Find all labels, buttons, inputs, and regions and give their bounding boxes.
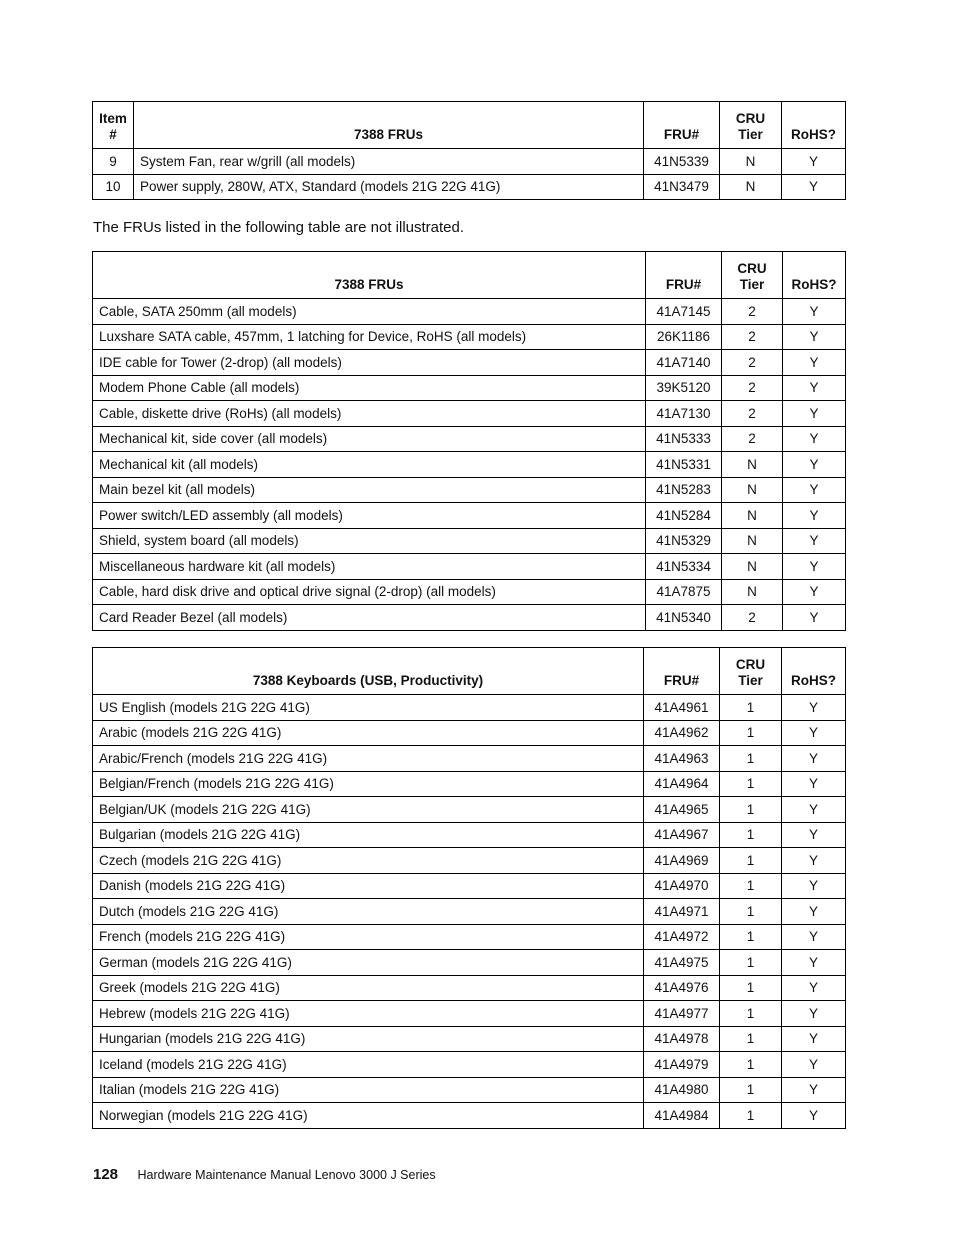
cell-fru-number: 41N5340 [646, 605, 722, 631]
table-row [93, 848, 846, 874]
cell-cru-tier: N [720, 174, 782, 200]
cell-cru-tier: N [722, 528, 783, 554]
not-illustrated-fru-table [92, 251, 846, 631]
cell-cru-tier: 1 [720, 822, 782, 848]
table-header-row [93, 648, 846, 695]
table-body [93, 695, 846, 1129]
cell-cru-tier: 2 [722, 401, 783, 427]
page-number: 128 [93, 1166, 119, 1183]
cell-description: Arabic/French (models 21G 22G 41G) [93, 746, 644, 772]
cell-rohs: Y [783, 426, 846, 452]
cell-rohs: Y [782, 1103, 846, 1129]
table-row [93, 924, 846, 950]
cell-cru-tier: 1 [720, 797, 782, 823]
table-body [93, 149, 846, 200]
cell-fru-number: 41A4980 [644, 1077, 720, 1103]
cell-cru-tier: 1 [720, 1026, 782, 1052]
cell-description: Hungarian (models 21G 22G 41G) [93, 1026, 644, 1052]
table-row [93, 477, 846, 503]
table-row [93, 873, 846, 899]
cell-rohs: Y [782, 1077, 846, 1103]
intro-text: The FRUs listed in the following table are not illustrated. [93, 219, 465, 236]
cell-rohs: Y [783, 299, 846, 325]
cell-rohs: Y [782, 1052, 846, 1078]
cell-description: Cable, diskette drive (RoHs) (all models) [93, 401, 646, 427]
cell-rohs: Y [783, 375, 846, 401]
cell-rohs: Y [783, 350, 846, 376]
table-row [93, 149, 846, 175]
header-rohs: RoHS? [782, 102, 846, 149]
cell-fru-number: 41N3479 [644, 174, 720, 200]
table-row [93, 746, 846, 772]
cell-fru-number: 41A4962 [644, 720, 720, 746]
table-row [93, 822, 846, 848]
table-row [93, 1052, 846, 1078]
cell-description: Hebrew (models 21G 22G 41G) [93, 1001, 644, 1027]
table-row [93, 375, 846, 401]
cell-fru-number: 41N5329 [646, 528, 722, 554]
cell-fru-number: 41A4976 [644, 975, 720, 1001]
cell-fru-number: 26K1186 [646, 324, 722, 350]
table-row [93, 452, 846, 478]
cell-cru-tier: N [722, 503, 783, 529]
header-item-number: Item # [93, 102, 134, 149]
table-row [93, 503, 846, 529]
header-fru-number: FRU# [646, 252, 722, 299]
cell-fru-number: 41A7875 [646, 579, 722, 605]
table-row [93, 324, 846, 350]
cell-rohs: Y [782, 899, 846, 925]
cell-fru-number: 41A4971 [644, 899, 720, 925]
cell-fru-number: 41N5333 [646, 426, 722, 452]
cell-fru-number: 41A4967 [644, 822, 720, 848]
cell-rohs: Y [783, 528, 846, 554]
cell-description: Card Reader Bezel (all models) [93, 605, 646, 631]
table-row [93, 605, 846, 631]
cell-fru-number: 41A4961 [644, 695, 720, 721]
cell-fru-number: 41A7140 [646, 350, 722, 376]
keyboards-fru-table [92, 647, 846, 1129]
cell-description: Belgian/French (models 21G 22G 41G) [93, 771, 644, 797]
cell-rohs: Y [782, 975, 846, 1001]
cell-cru-tier: 1 [720, 899, 782, 925]
cell-fru-number: 41A4984 [644, 1103, 720, 1129]
cell-fru-number: 41N5334 [646, 554, 722, 580]
cell-cru-tier: 1 [720, 720, 782, 746]
cell-rohs: Y [783, 401, 846, 427]
table-row [93, 579, 846, 605]
cell-fru-number: 41A4977 [644, 1001, 720, 1027]
item-fru-table [92, 101, 846, 200]
cell-description: Power supply, 280W, ATX, Standard (models 21G 22G 41G) [134, 174, 644, 200]
cell-description: Iceland (models 21G 22G 41G) [93, 1052, 644, 1078]
cell-description: Mechanical kit (all models) [93, 452, 646, 478]
header-fru-number: FRU# [644, 102, 720, 149]
cell-description: Luxshare SATA cable, 457mm, 1 latching for Device, RoHS (all models) [93, 324, 646, 350]
cell-fru-number: 41N5283 [646, 477, 722, 503]
table-row [93, 554, 846, 580]
cell-cru-tier: N [722, 579, 783, 605]
cell-rohs: Y [782, 924, 846, 950]
cell-cru-tier: 1 [720, 950, 782, 976]
cell-description: Italian (models 21G 22G 41G) [93, 1077, 644, 1103]
cell-cru-tier: 1 [720, 1103, 782, 1129]
header-keyboards: 7388 Keyboards (USB, Productivity) [93, 648, 644, 695]
cell-cru-tier: N [722, 452, 783, 478]
cell-rohs: Y [782, 873, 846, 899]
cell-item-number: 10 [93, 174, 134, 200]
cell-cru-tier: 2 [722, 426, 783, 452]
cell-description: IDE cable for Tower (2-drop) (all models) [93, 350, 646, 376]
cell-rohs: Y [782, 1026, 846, 1052]
cell-cru-tier: 1 [720, 1052, 782, 1078]
cell-fru-number: 41A4975 [644, 950, 720, 976]
header-frus: 7388 FRUs [134, 102, 644, 149]
cell-description: Cable, SATA 250mm (all models) [93, 299, 646, 325]
cell-cru-tier: 1 [720, 695, 782, 721]
cell-rohs: Y [783, 554, 846, 580]
cell-cru-tier: 1 [720, 848, 782, 874]
cell-fru-number: 41N5331 [646, 452, 722, 478]
cell-rohs: Y [782, 720, 846, 746]
cell-description: Bulgarian (models 21G 22G 41G) [93, 822, 644, 848]
cell-description: Cable, hard disk drive and optical drive signal (2-drop) (all models) [93, 579, 646, 605]
cell-fru-number: 41N5339 [644, 149, 720, 175]
cell-description: System Fan, rear w/grill (all models) [134, 149, 644, 175]
cell-fru-number: 41A4964 [644, 771, 720, 797]
cell-description: Norwegian (models 21G 22G 41G) [93, 1103, 644, 1129]
cell-description: French (models 21G 22G 41G) [93, 924, 644, 950]
cell-cru-tier: 2 [722, 324, 783, 350]
header-cru-tier: CRU Tier [720, 102, 782, 149]
cell-description: Czech (models 21G 22G 41G) [93, 848, 644, 874]
cell-rohs: Y [782, 822, 846, 848]
cell-rohs: Y [782, 174, 846, 200]
cell-cru-tier: N [722, 477, 783, 503]
cell-description: Main bezel kit (all models) [93, 477, 646, 503]
cell-cru-tier: 1 [720, 771, 782, 797]
cell-description: Danish (models 21G 22G 41G) [93, 873, 644, 899]
cell-cru-tier: 1 [720, 1077, 782, 1103]
cell-fru-number: 41A4970 [644, 873, 720, 899]
table-row [93, 1077, 846, 1103]
cell-description: Shield, system board (all models) [93, 528, 646, 554]
cell-fru-number: 41N5284 [646, 503, 722, 529]
table-row [93, 528, 846, 554]
cell-cru-tier: 1 [720, 1001, 782, 1027]
cell-cru-tier: 2 [722, 299, 783, 325]
cell-cru-tier: N [720, 149, 782, 175]
cell-fru-number: 41A7130 [646, 401, 722, 427]
table-row [93, 950, 846, 976]
cell-rohs: Y [782, 746, 846, 772]
table-row [93, 299, 846, 325]
header-frus: 7388 FRUs [93, 252, 646, 299]
cell-fru-number: 41A4963 [644, 746, 720, 772]
cell-fru-number: 41A4965 [644, 797, 720, 823]
cell-cru-tier: 1 [720, 746, 782, 772]
table-row [93, 695, 846, 721]
cell-rohs: Y [782, 1001, 846, 1027]
table-row [93, 174, 846, 200]
cell-fru-number: 41A4978 [644, 1026, 720, 1052]
cell-description: Power switch/LED assembly (all models) [93, 503, 646, 529]
cell-cru-tier: 2 [722, 605, 783, 631]
table-row [93, 771, 846, 797]
cell-rohs: Y [783, 605, 846, 631]
table-row [93, 1026, 846, 1052]
cell-description: German (models 21G 22G 41G) [93, 950, 644, 976]
cell-rohs: Y [783, 503, 846, 529]
cell-fru-number: 41A7145 [646, 299, 722, 325]
cell-item-number: 9 [93, 149, 134, 175]
table-row [93, 720, 846, 746]
cell-description: Mechanical kit, side cover (all models) [93, 426, 646, 452]
cell-rohs: Y [783, 452, 846, 478]
cell-cru-tier: 1 [720, 975, 782, 1001]
table-row [93, 1001, 846, 1027]
header-cru-tier: CRU Tier [720, 648, 782, 695]
header-rohs: RoHS? [782, 648, 846, 695]
table-row [93, 1103, 846, 1129]
cell-description: Greek (models 21G 22G 41G) [93, 975, 644, 1001]
cell-cru-tier: 2 [722, 350, 783, 376]
header-rohs: RoHS? [783, 252, 846, 299]
table-header-row [93, 252, 846, 299]
table-row [93, 899, 846, 925]
table-row [93, 975, 846, 1001]
cell-fru-number: 39K5120 [646, 375, 722, 401]
cell-description: Dutch (models 21G 22G 41G) [93, 899, 644, 925]
table-row [93, 426, 846, 452]
cell-fru-number: 41A4979 [644, 1052, 720, 1078]
cell-fru-number: 41A4972 [644, 924, 720, 950]
table-row [93, 350, 846, 376]
cell-description: Modem Phone Cable (all models) [93, 375, 646, 401]
cell-description: US English (models 21G 22G 41G) [93, 695, 644, 721]
cell-cru-tier: N [722, 554, 783, 580]
cell-description: Miscellaneous hardware kit (all models) [93, 554, 646, 580]
cell-rohs: Y [783, 579, 846, 605]
table-body [93, 299, 846, 631]
cell-rohs: Y [782, 149, 846, 175]
cell-fru-number: 41A4969 [644, 848, 720, 874]
cell-description: Arabic (models 21G 22G 41G) [93, 720, 644, 746]
cell-rohs: Y [782, 771, 846, 797]
table-row [93, 401, 846, 427]
page-footer [93, 1166, 436, 1183]
header-cru-tier: CRU Tier [722, 252, 783, 299]
cell-rohs: Y [782, 797, 846, 823]
cell-rohs: Y [782, 695, 846, 721]
cell-rohs: Y [783, 324, 846, 350]
cell-rohs: Y [782, 950, 846, 976]
cell-rohs: Y [782, 848, 846, 874]
footer-title: Hardware Maintenance Manual Lenovo 3000 J Series [137, 1168, 436, 1182]
cell-description: Belgian/UK (models 21G 22G 41G) [93, 797, 644, 823]
table-row [93, 797, 846, 823]
cell-cru-tier: 1 [720, 873, 782, 899]
cell-cru-tier: 1 [720, 924, 782, 950]
header-fru-number: FRU# [644, 648, 720, 695]
cell-cru-tier: 2 [722, 375, 783, 401]
table-header-row [93, 102, 846, 149]
cell-rohs: Y [783, 477, 846, 503]
